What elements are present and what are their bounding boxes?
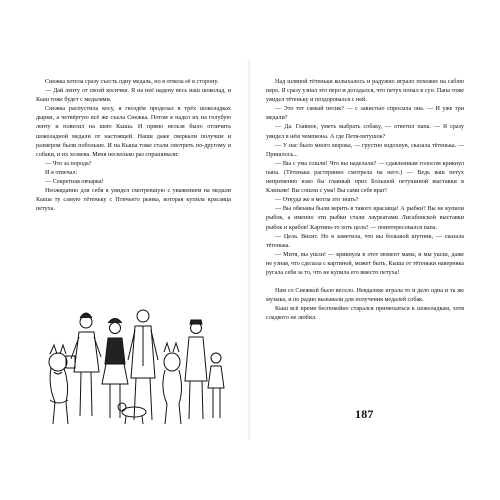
paragraph: — Вы с ума сошли! Что вы наделали? — сдавленным голосом крикнул папа. (Тётенька растерянно смотрела на него.) — Ведь ваш петух непременно взял бы главный приз Большой петушиной выставки в Клязьме! Вы сошли с ума! Вы сами себе враг! <box>266 160 464 195</box>
paragraph: — У нас было много морока, — грустно вздохнув, сказала тётенька. — Пришлось... <box>266 142 464 158</box>
paragraph: — Это тот самый песик? — с завистью спросила она. — И уже три медали? <box>266 106 464 122</box>
right-page-text <box>266 78 464 323</box>
left-page-text <box>36 78 231 214</box>
paragraph: — Что за порода? <box>45 160 92 167</box>
paragraph: И я отвечал: <box>45 169 78 176</box>
paragraph: — Да. Главное, уметь выбрать собаку, — ответил папа. — Я сразу увидел в нём чемпиона. А где Петя-петушок? <box>266 124 464 140</box>
paragraph: Неожиданно для себя я увидел смотревшую с уважением на медали Кыша ту самую тётеньку с Птичьего рынка, которая купила красавца петуха. <box>36 188 231 213</box>
paragraph: — Цела. Висит. Но я заметила, что вы большой шутник, — сказала тётенька. <box>266 233 464 249</box>
paragraph: — Секретная овчарка! <box>45 179 104 186</box>
man-suit-figure <box>128 310 158 420</box>
girl-figure <box>208 353 224 418</box>
paragraph: — Митя, вы ушли! — крикнула в этот момент мама, и мы ушли, даже не узнав, что сделала с картиной, может быть, Кыша от тётеньки наверняка ругала себя за то, что не купила его вместо петуха! <box>266 251 464 276</box>
page-number: 187 <box>355 407 374 421</box>
small-dog-illustration <box>118 403 146 424</box>
illustration-dog-show <box>36 292 232 432</box>
paragraph: Снежка хотела сразу съесть одну медаль, но я отвела её в сторону. <box>45 79 219 85</box>
paragraph: Снежка распустила косу, я гвоздём проделал в трёх шоколадках дырки, а четвёртую всё же съела Снежка. Потом я надел их на голубую ленту и повесил на шею Кыша. И прямо нельзя было отличить шоколадной медали от настоящей. Наши даже сверкали получше и размером были побольше. И на Кыша тоже стали смотреть по-другому и собаки, и их хозяева. Меня несколько раз спрашивали: <box>36 106 231 158</box>
dog-right-illustration <box>163 343 182 424</box>
paragraph: Кыш всё время беспокойно старался принюхаться к шоколадкам, хотя сладкого не любил. <box>266 306 464 322</box>
dog-illustration <box>49 345 68 424</box>
paragraph: Нам со Снежкой было весело. Невдалеке играла то и дело одна и та же музыка, и по радио вызывали для получения медалей собак. <box>266 288 464 304</box>
man-cap-figure <box>185 320 207 419</box>
paragraph: — Вы обязаны были верить в такого красавца! А рыбки? Вы не купили рыбок, а именно эти рыбки стали лауреатами Лисабонской выставки рыбок и крабов! Картина-то хоть цела? — поинтересовался папа. <box>266 206 464 231</box>
right-page <box>250 0 500 500</box>
paragraph: — Откуда же я могла это знать? <box>275 197 359 204</box>
paragraph: — Дай ленту от своей косички. Я на неё надену весь наш шоколад, и Кыш тоже будет с медалями. <box>36 88 231 104</box>
paragraph: Над шляпой тётеньки колыхалось и радужно играло похожее на саблю перо. Я сразу узнал это перо и догадался, что петух попал в суп. Папа тоже увидел тётеньку и поздоровался с ней. <box>266 79 464 104</box>
woman-figure <box>66 313 101 416</box>
